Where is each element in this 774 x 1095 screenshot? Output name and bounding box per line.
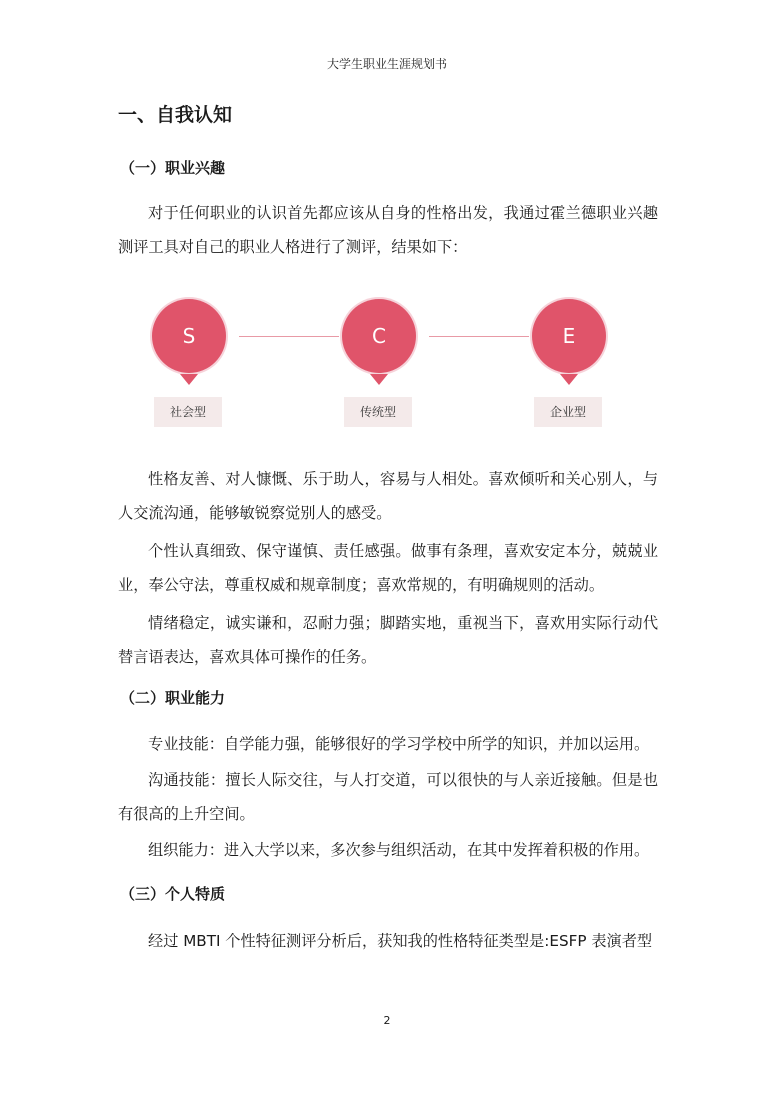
paragraph-conventional-traits: 个性认真细致、保守谨慎、责任感强。做事有条理，喜欢安定本分，兢兢业业，奉公守法，尊重权威和规章制度；喜欢常规的，有明确规则的活动。: [118, 542, 658, 594]
paragraph-mbti: 经过 MBTI 个性特征测评分析后，获知我的性格特征类型是:ESFP 表演者型: [148, 932, 653, 950]
subsection-title-traits: （三）个人特质: [120, 885, 226, 903]
pointer-arrow: [560, 374, 578, 385]
type-label-social: 社会型: [154, 397, 222, 427]
paragraph-communication-skills: 沟通技能：擅长人际交往，与人打交道，可以很快的与人亲近接触。但是也有很高的上升空间。: [118, 771, 658, 823]
paragraph-professional-skills: 专业技能：自学能力强，能够很好的学习学校中所学的知识，并加以运用。: [148, 735, 650, 753]
page-header: 大学生职业生涯规划书: [326, 57, 447, 71]
type-circle-e: E: [532, 299, 606, 373]
subsection-title-interest: （一）职业兴趣: [120, 159, 226, 177]
page-number: 2: [383, 1014, 391, 1027]
paragraph-organization-skills: 组织能力：进入大学以来，多次参与组织活动，在其中发挥着积极的作用。: [148, 841, 650, 859]
subsection-title-ability: （二）职业能力: [120, 689, 226, 707]
pointer-arrow: [370, 374, 388, 385]
pointer-arrow: [180, 374, 198, 385]
type-label-enterprising: 企业型: [534, 397, 602, 427]
holland-code-diagram: [150, 298, 610, 433]
paragraph-social-traits: 性格友善、对人慷慨、乐于助人，容易与人相处。喜欢倾听和关心别人，与人交流沟通，能够敏锐察觉别人的感受。: [118, 470, 658, 522]
connector-line: [429, 336, 529, 337]
type-label-conventional: 传统型: [344, 397, 412, 427]
paragraph-enterprising-traits: 情绪稳定，诚实谦和，忍耐力强；脚踏实地，重视当下，喜欢用实际行动代替言语表达，喜欢具体可操作的任务。: [118, 614, 658, 666]
type-circle-c: C: [342, 299, 416, 373]
connector-line: [239, 336, 339, 337]
type-circle-s: S: [152, 299, 226, 373]
paragraph-interest-intro: 对于任何职业的认识首先都应该从自身的性格出发，我通过霍兰德职业兴趣测评工具对自己的职业人格进行了测评，结果如下：: [118, 204, 658, 256]
section-title-self-awareness: 一、自我认知: [118, 104, 233, 126]
